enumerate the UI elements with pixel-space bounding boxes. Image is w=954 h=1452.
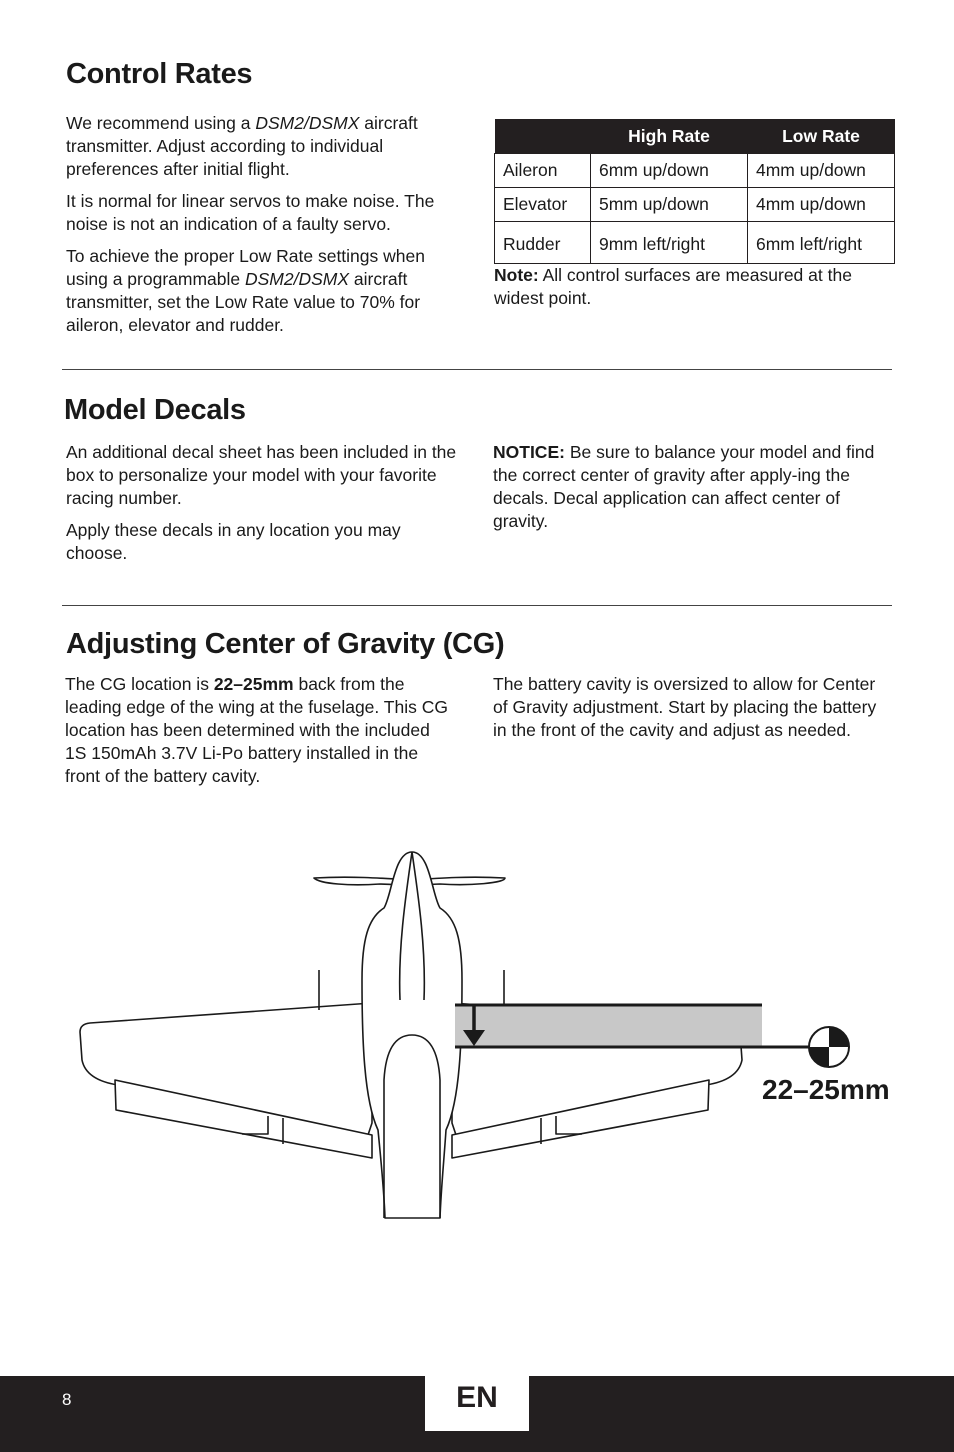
model-decals-title: Model Decals [64,394,246,426]
control-rates-text [66,112,466,346]
table-header-high-rate: High Rate [591,119,748,154]
table-row [495,154,895,188]
model-decals-paragraph-2: Apply these decals in any location you may choose. [66,520,401,563]
control-rates-title: Control Rates [66,58,253,90]
model-decals-paragraph-1: An additional decal sheet has been included in the box to personalize your model with your favorite racing number. [66,442,457,508]
language-tab: EN [425,1376,529,1431]
cg-text [65,673,455,797]
control-rates-paragraph-3: To achieve the proper Low Rate settings when using a programmable DSM2/DSMX aircraft transmitter, set the Low Rate value to 70% for aileron, elevator and rudder. [66,246,425,335]
model-decals-text [66,441,458,574]
cg-marker-icon [809,1027,849,1067]
control-rates-table [494,119,895,264]
table-cell: 6mm up/down [591,154,748,188]
cg-title: Adjusting Center of Gravity (CG) [66,628,505,660]
section-divider [62,605,892,606]
table-cell: 4mm up/down [748,154,895,188]
table-cell: 9mm left/right [591,222,748,264]
notice-paragraph: NOTICE: Be sure to balance your model and find the correct center of gravity after apply-ing the decals. Decal application can affect center of gravity. [493,442,875,531]
control-rates-paragraph-1: We recommend using a DSM2/DSMX aircraft transmitter. Adjust according to individual preferences after initial flight. [66,113,418,179]
control-rates-paragraph-2: It is normal for linear servos to make noise. The noise is not an indication of a faulty servo. [66,191,435,234]
table-cell: Aileron [495,154,591,188]
table-cell: Rudder [495,222,591,264]
cg-paragraph-1: The CG location is 22–25mm back from the leading edge of the wing at the fuselage. This CG location has been determined with the included 1S 150mAh 3.7V Li-Po battery installed in the front of the battery cavity. [65,674,448,786]
page-number: 8 [62,1390,72,1409]
table-cell: 6mm left/right [748,222,895,264]
cg-paragraph-2: The battery cavity is oversized to allow for Center of Gravity adjustment. Start by placing the battery in the front of the cavity and adjust as needed. [493,674,877,740]
cg-text-right [493,673,893,751]
control-rates-note: Note: All control surfaces are measured at the widest point. [494,265,852,308]
section-divider [62,369,892,370]
table-cell: Elevator [495,188,591,222]
table-header-cell [495,119,591,154]
table-header-low-rate: Low Rate [748,119,895,154]
page-footer [0,1376,954,1452]
cg-distance-label: 22–25mm [762,1074,890,1105]
table-row [495,188,895,222]
cg-airplane-diagram [0,840,954,1230]
model-decals-notice [493,441,885,542]
table-header-row [495,119,895,154]
table-cell: 4mm up/down [748,188,895,222]
table-row [495,222,895,264]
table-cell: 5mm up/down [591,188,748,222]
